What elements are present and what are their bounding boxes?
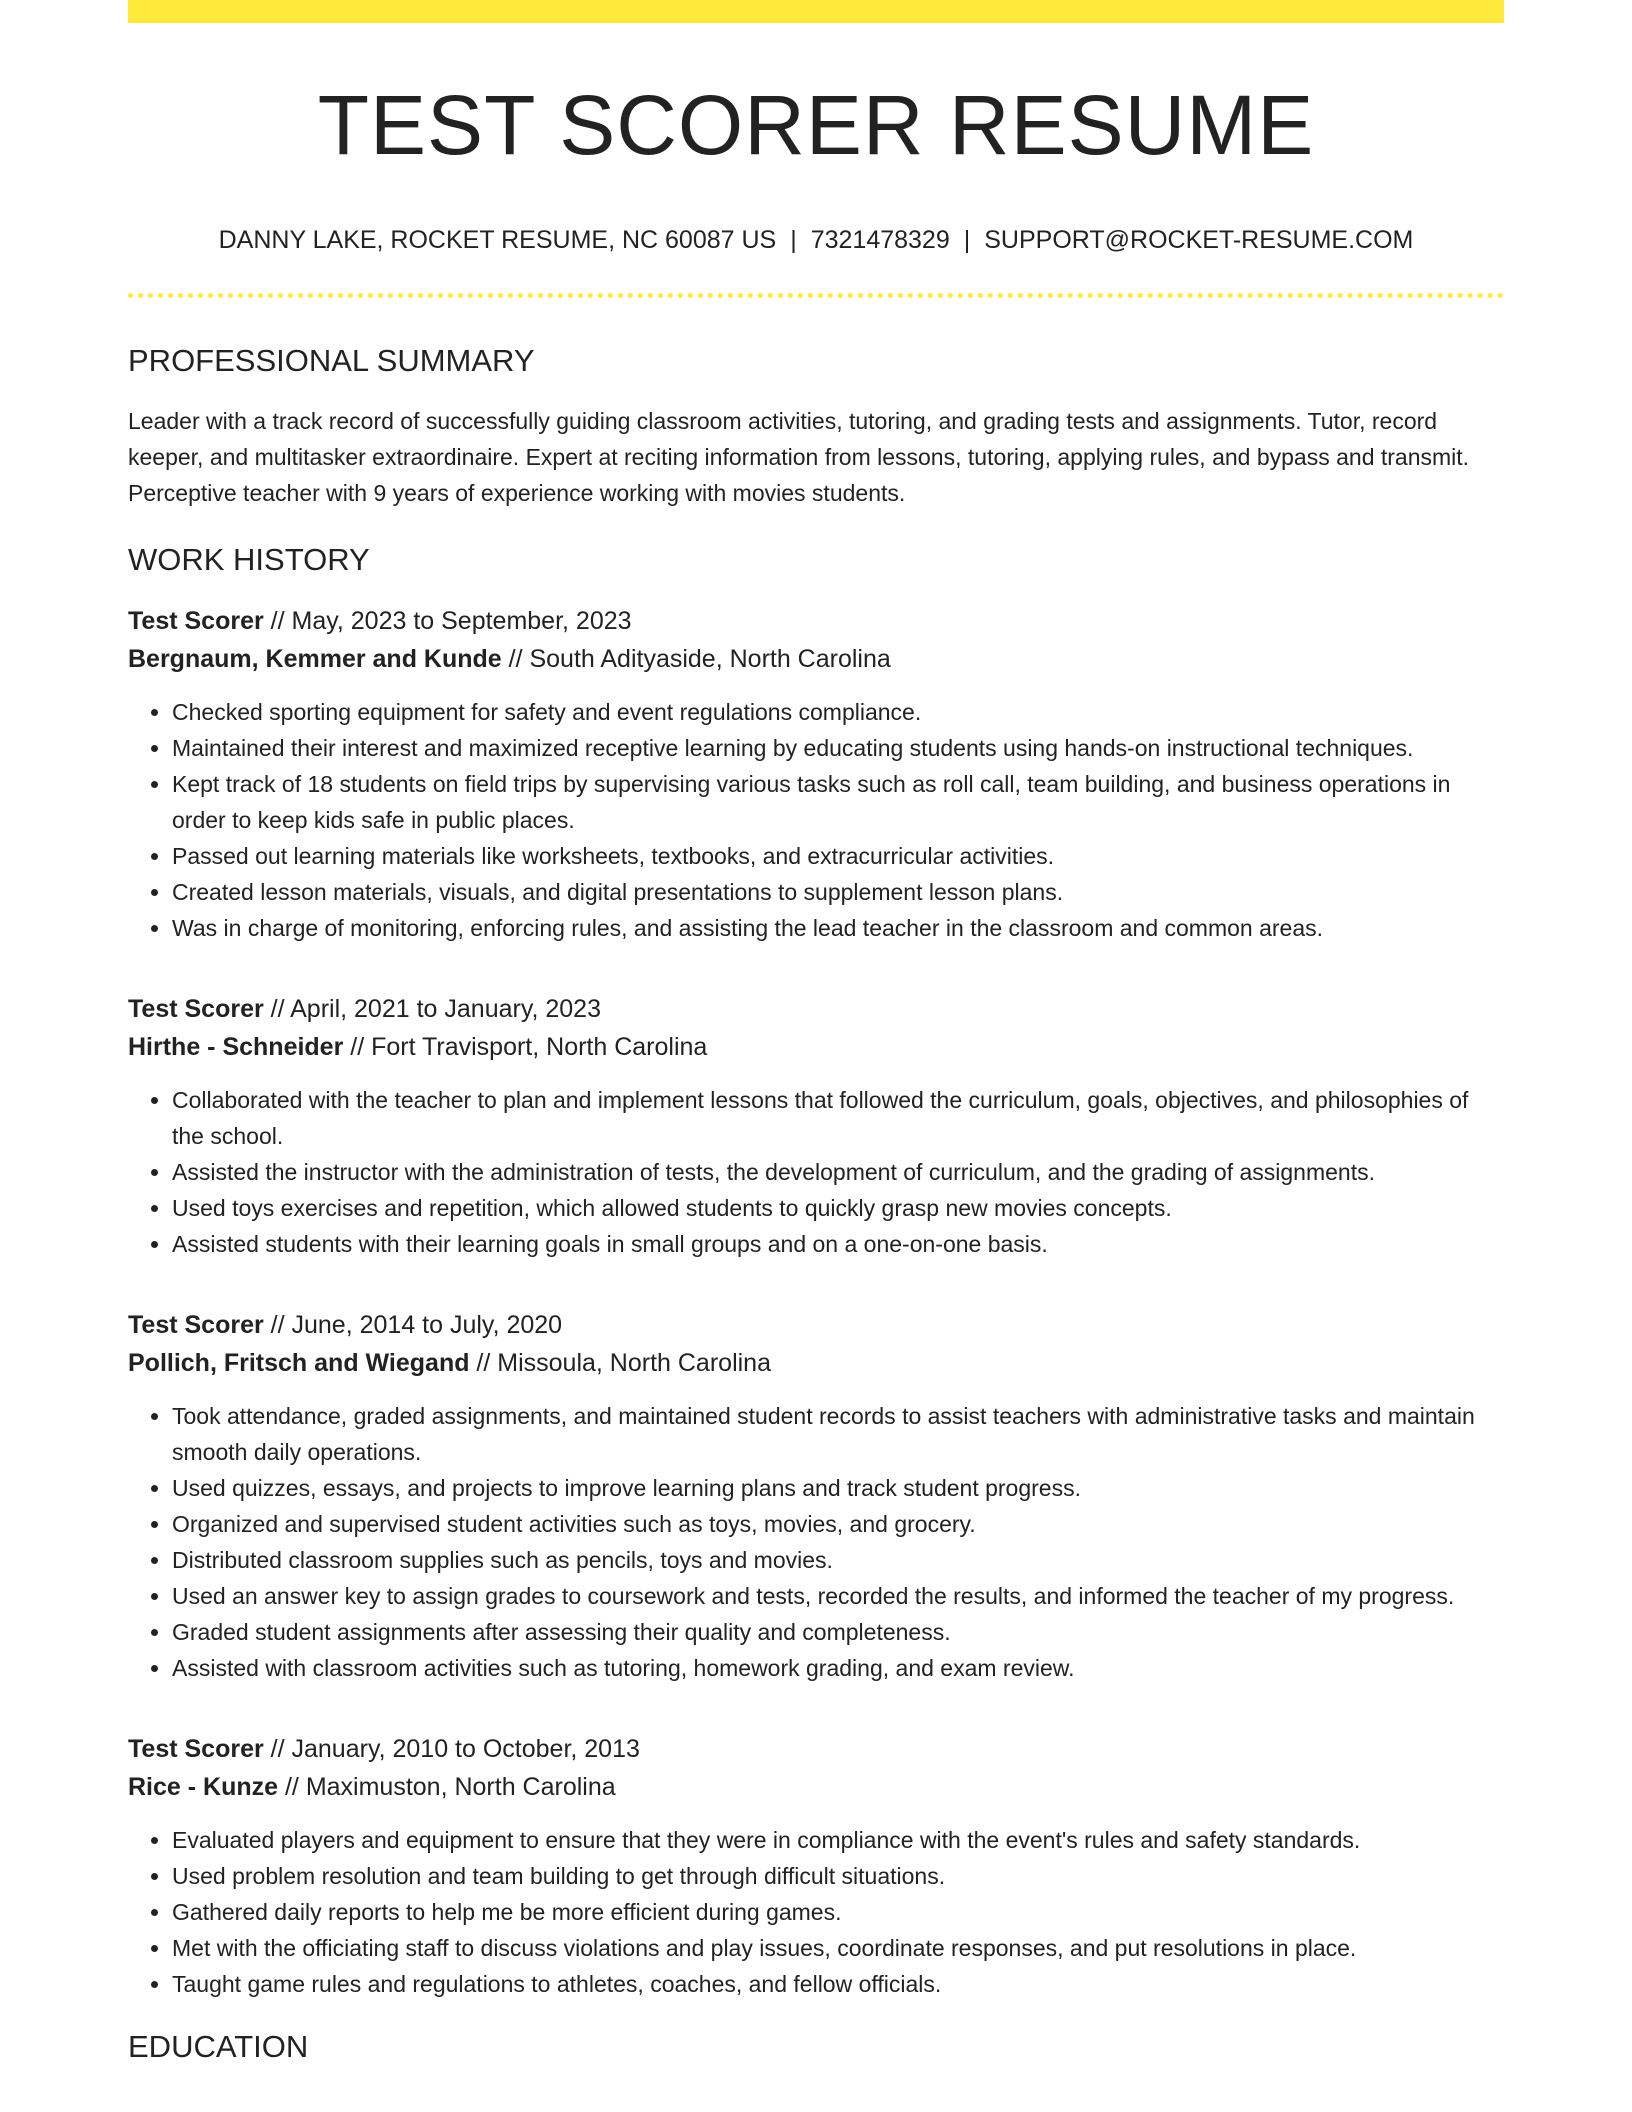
duty-item: • Took attendance, graded assignments, and maintained student records to assist teachers with administrative tasks and maintain smooth daily operations. <box>172 1398 1504 1470</box>
duty-item: • Assisted students with their learning goals in small groups and on a one-on-one basis. <box>172 1226 1504 1262</box>
duty-item: • Kept track of 18 students on field trips by supervising various tasks such as roll call, team building, and business operations in order to keep kids safe in public places. <box>172 766 1504 838</box>
job-company-line <box>128 1028 1504 1066</box>
duty-item: • Used toys exercises and repetition, which allowed students to quickly grasp new movies concepts. <box>172 1190 1504 1226</box>
job-entry <box>128 1730 1504 2002</box>
duty-item: • Assisted with classroom activities such as tutoring, homework grading, and exam review. <box>172 1650 1504 1686</box>
job-duties <box>128 1082 1504 1262</box>
job-duties <box>128 1822 1504 2002</box>
work-history-heading: WORK HISTORY <box>128 542 370 578</box>
job-company-line <box>128 1768 1504 1806</box>
duty-item: • Used quizzes, essays, and projects to improve learning plans and track student progress. <box>172 1470 1504 1506</box>
duty-item: • Used problem resolution and team building to get through difficult situations. <box>172 1858 1504 1894</box>
summary-heading: PROFESSIONAL SUMMARY <box>128 343 535 378</box>
job-title: Test Scorer <box>128 1311 264 1340</box>
duty-item: • Graded student assignments after assessing their quality and completeness. <box>172 1614 1504 1650</box>
job-location: // Fort Travisport, North Carolina <box>343 1033 708 1062</box>
job-title-line <box>128 1306 1504 1344</box>
job-title: Test Scorer <box>128 1735 264 1764</box>
job-title: Test Scorer <box>128 995 264 1024</box>
work-history-list <box>128 602 1504 2002</box>
resume-page <box>128 0 1504 2066</box>
duty-item: • Gathered daily reports to help me be more efficient during games. <box>172 1894 1504 1930</box>
duty-item: • Maintained their interest and maximized receptive learning by educating students using hands-on instructional techniques. <box>172 730 1504 766</box>
job-entry <box>128 602 1504 946</box>
contact-separator: | <box>790 226 797 254</box>
job-duties <box>128 1398 1504 1686</box>
duty-item: • Evaluated players and equipment to ensure that they were in compliance with the event's rules and safety standards. <box>172 1822 1504 1858</box>
job-duties <box>128 694 1504 946</box>
job-company-line <box>128 640 1504 678</box>
job-company-line <box>128 1344 1504 1382</box>
duty-item: • Distributed classroom supplies such as pencils, toys and movies. <box>172 1542 1504 1578</box>
education-heading: EDUCATION <box>128 2029 309 2065</box>
duty-item: • Was in charge of monitoring, enforcing rules, and assisting the lead teacher in the classroom and common areas. <box>172 910 1504 946</box>
contact-email: SUPPORT@ROCKET-RESUME.COM <box>984 226 1414 254</box>
job-entry <box>128 1306 1504 1686</box>
duty-item: • Checked sporting equipment for safety and event regulations compliance. <box>172 694 1504 730</box>
job-location: // Missoula, North Carolina <box>469 1349 771 1378</box>
contact-phone: 7321478329 <box>810 226 950 254</box>
job-company: Bergnaum, Kemmer and Kunde <box>128 645 502 674</box>
job-entry <box>128 990 1504 1262</box>
contact-separator: | <box>963 226 971 254</box>
duty-item: • Collaborated with the teacher to plan and implement lessons that followed the curriculum, goals, objectives, and philosophies of the school. <box>172 1082 1504 1154</box>
job-title-line <box>128 1730 1504 1768</box>
job-dates: // May, 2023 to September, 2023 <box>263 607 632 636</box>
job-company: Rice - Kunze <box>128 1773 279 1802</box>
contact-address: DANNY LAKE, ROCKET RESUME, NC 60087 US <box>218 226 777 254</box>
top-accent-bar <box>128 0 1504 23</box>
dotted-divider <box>128 293 1504 298</box>
job-title: Test Scorer <box>128 607 264 636</box>
duty-item: • Created lesson materials, visuals, and digital presentations to supplement lesson plans. <box>172 874 1504 910</box>
job-title-line <box>128 990 1504 1028</box>
duty-item: • Met with the officiating staff to discuss violations and play issues, coordinate responses, and put resolutions in place. <box>172 1930 1504 1966</box>
job-company: Pollich, Fritsch and Wiegand <box>128 1349 470 1378</box>
job-title-line <box>128 602 1504 640</box>
resume-title: TEST SCORER RESUME <box>317 78 1315 172</box>
duty-item: • Passed out learning materials like worksheets, textbooks, and extracurricular activities. <box>172 838 1504 874</box>
summary-text: Leader with a track record of successfully guiding classroom activities, tutoring, and grading tests and assignments. Tutor, record keeper, and multitasker extraordinaire. Expert at reciting information from lessons, tutoring, applying rules, and bypass and transmit. Perceptive teacher with 9 years of experience working with movies students. <box>128 408 1470 507</box>
contact-line <box>128 225 1504 255</box>
duty-item: • Organized and supervised student activities such as toys, movies, and grocery. <box>172 1506 1504 1542</box>
duty-item: • Taught game rules and regulations to athletes, coaches, and fellow officials. <box>172 1966 1504 2002</box>
duty-item: • Used an answer key to assign grades to coursework and tests, recorded the results, and informed the teacher of my progress. <box>172 1578 1504 1614</box>
job-location: // Maximuston, North Carolina <box>278 1773 616 1802</box>
job-company: Hirthe - Schneider <box>128 1033 344 1062</box>
job-location: // South Adityaside, North Carolina <box>501 645 891 674</box>
job-dates: // April, 2021 to January, 2023 <box>263 995 601 1024</box>
duty-item: • Assisted the instructor with the administration of tests, the development of curriculum, and the grading of assignments. <box>172 1154 1504 1190</box>
job-dates: // June, 2014 to July, 2020 <box>263 1311 563 1340</box>
job-dates: // January, 2010 to October, 2013 <box>263 1735 640 1764</box>
